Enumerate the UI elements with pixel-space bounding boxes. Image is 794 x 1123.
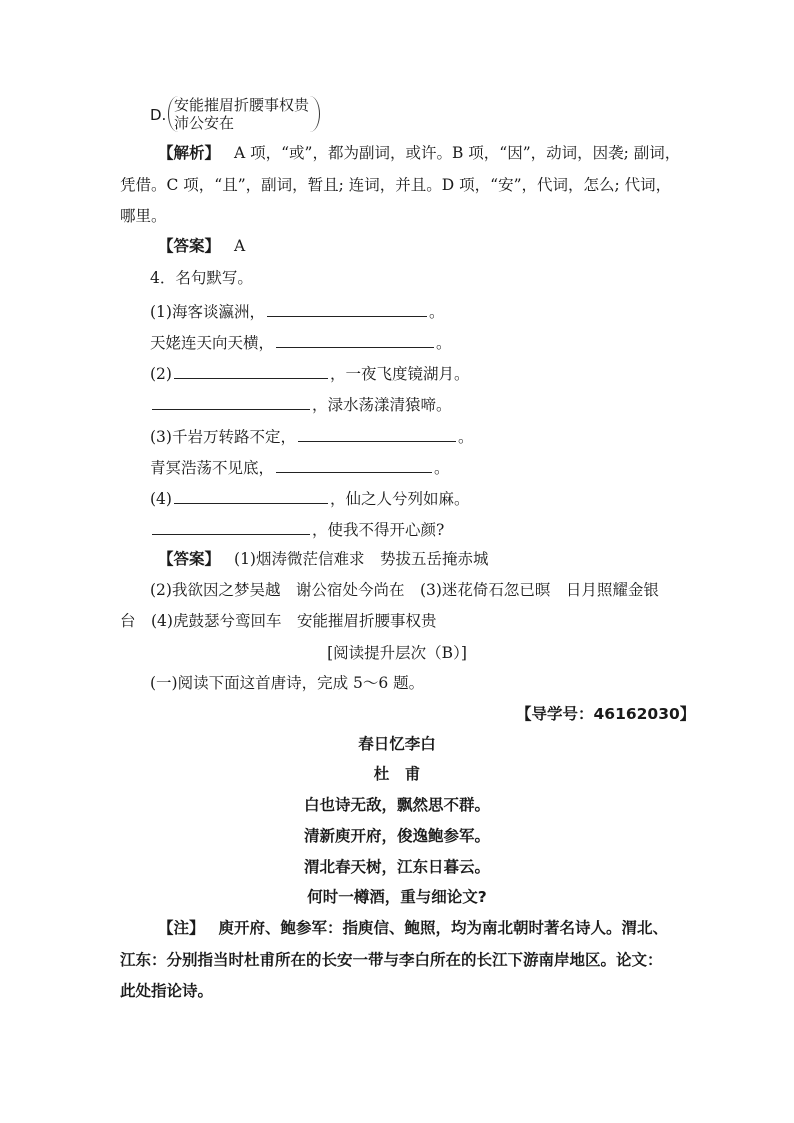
answer-4-text-3: 台 (4)虎鼓瑟兮鸾回车 安能摧眉折腰事权贵 xyxy=(120,612,437,630)
q4-line-8 xyxy=(150,518,444,540)
note-text-2: 江东：分别指当时杜甫所在的长安一带与李白所在的长江下游南岸地区。论文： xyxy=(120,951,663,969)
q4-l3-post: ，一夜飞度镜湖月。 xyxy=(329,365,470,383)
blank[interactable] xyxy=(152,393,310,410)
blank[interactable] xyxy=(267,300,427,317)
q4-l6-post: 。 xyxy=(434,459,450,477)
q4-l2-pre: 天姥连天向天横， xyxy=(150,334,275,352)
answer-4-line-1 xyxy=(158,549,488,569)
answer-4-text-1: (1)烟涛微茫信难求 势拔五岳掩赤城 xyxy=(234,550,489,568)
note-tag: 【注】 xyxy=(158,919,205,937)
poem-line-3: 渭北春天树，江东日暮云。 xyxy=(303,858,490,876)
q4-line-2 xyxy=(150,331,452,353)
q4-l8-post: ，使我不得开心颜? xyxy=(312,521,445,539)
answer-4-text-2: (2)我欲因之梦吴越 谢公宿处今尚在 (3)迷花倚石忽已暝 日月照耀金银 xyxy=(150,581,659,599)
q4-line-3 xyxy=(150,362,469,384)
q4-line-5 xyxy=(150,425,473,447)
option-d-line2: 沛公安在 xyxy=(174,114,235,132)
poem-title: 春日忆李白 xyxy=(358,735,436,753)
note-text-3: 此处指论诗。 xyxy=(120,982,214,1000)
analysis-tag: 【解析】 xyxy=(158,144,221,162)
poem-line-1: 白也诗无敌，飘然思不群。 xyxy=(303,796,490,814)
poem-author: 杜 甫 xyxy=(373,765,421,783)
answer-4-tag: 【答案】 xyxy=(158,550,221,568)
analysis-line-1 xyxy=(158,143,680,163)
q4-l2-post: 。 xyxy=(436,334,452,352)
answer-3-tag: 【答案】 xyxy=(158,237,221,255)
blank[interactable] xyxy=(298,425,456,442)
answer-3-text: A xyxy=(234,237,246,255)
poem-line-4: 何时一樽酒，重与细论文? xyxy=(307,888,487,906)
blank[interactable] xyxy=(276,456,432,473)
q4-l7-post: ，仙之人兮列如麻。 xyxy=(329,490,470,508)
option-d-label: D. xyxy=(150,106,167,124)
q4-line-1 xyxy=(150,300,444,322)
guide-number: 【导学号：46162030】 xyxy=(516,705,696,723)
q4-line-6 xyxy=(150,456,450,478)
section-intro: (一)阅读下面这首唐诗，完成 5～6 题。 xyxy=(150,674,425,692)
blank[interactable] xyxy=(276,331,434,348)
q4-l6-pre: 青冥浩荡不见底， xyxy=(150,459,275,477)
q4-l7-pre: (4) xyxy=(150,490,172,508)
analysis-text-3: 哪里。 xyxy=(120,207,167,225)
q4-l5-post: 。 xyxy=(457,428,474,446)
answer-3 xyxy=(158,236,245,256)
q4-l3-pre: (2) xyxy=(150,365,172,383)
analysis-text-1: A 项，“或”，都为副词，或许。B 项，“因”，动词，因袭; 副词， xyxy=(234,144,681,162)
note-line-1 xyxy=(158,918,668,938)
q4-l4-post: ，渌水荡漾清猿啼。 xyxy=(312,396,452,414)
poem-line-2: 清新庾开府，俊逸鲍参军。 xyxy=(303,827,490,845)
q4-l1-post: 。 xyxy=(428,303,445,321)
note-text-1: 庾开府、鲍参军：指庾信、鲍照，均为南北朝时著名诗人。渭北、 xyxy=(218,919,669,937)
blank[interactable] xyxy=(152,518,310,535)
q4-line-7 xyxy=(150,487,469,509)
q4-l1-pre: (1)海客谈瀛洲， xyxy=(150,303,265,321)
q4-line-4 xyxy=(150,393,452,415)
section-heading: [阅读提升层次（B）] xyxy=(327,644,467,662)
blank[interactable] xyxy=(174,362,328,379)
q4-l5-pre: (3)千岩万转路不定， xyxy=(150,428,296,446)
analysis-text-2: 凭借。C 项，“且”，副词，暂且; 连词，并且。D 项，“安”，代词，怎么; 代词， xyxy=(120,176,672,194)
option-d-line1: 安能摧眉折腰事权贵 xyxy=(174,96,310,114)
blank[interactable] xyxy=(174,487,328,504)
question-4-title: 4．名句默写。 xyxy=(150,269,253,287)
